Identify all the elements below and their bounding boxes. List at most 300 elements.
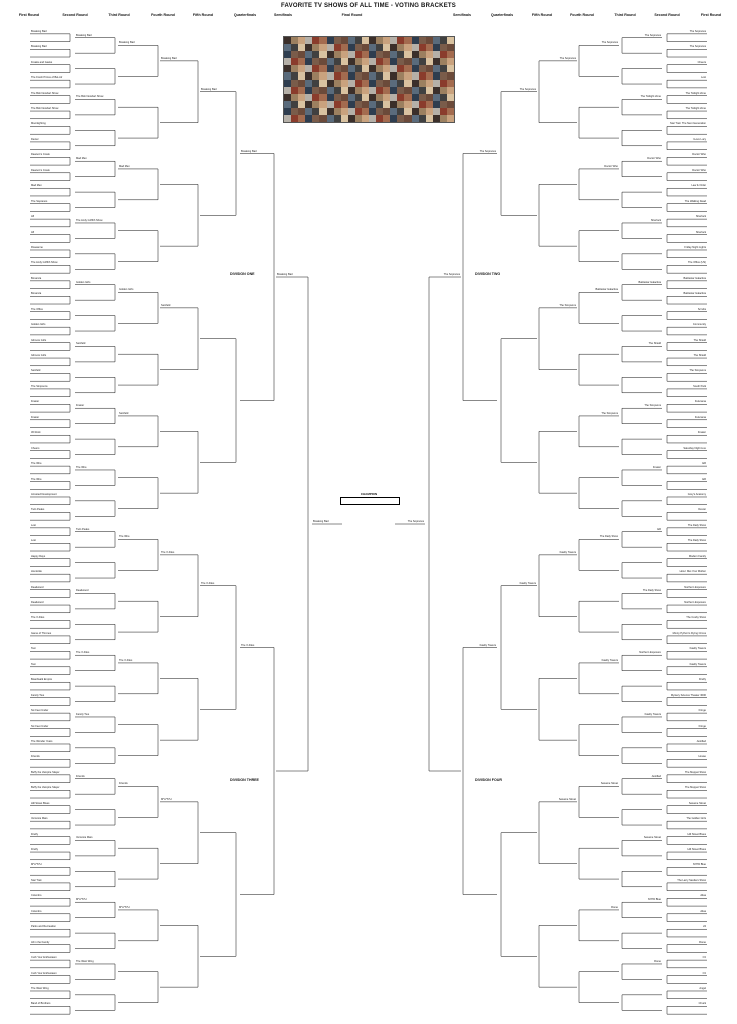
team-entry[interactable]: Dexter xyxy=(31,137,39,141)
team-entry[interactable]: I Love Lucy xyxy=(692,137,706,141)
collage-tile xyxy=(334,65,341,72)
collage-tile xyxy=(383,65,390,72)
collage-tile xyxy=(404,108,411,115)
collage-tile xyxy=(305,65,312,72)
team-entry[interactable]: Gilmore Girls xyxy=(31,354,47,358)
team-entry[interactable]: Deadwood xyxy=(31,601,44,605)
team-entry[interactable]: The Simpsons xyxy=(644,404,661,408)
collage-tile xyxy=(433,51,440,58)
team-entry[interactable]: The West Wing xyxy=(76,959,94,963)
collage-tile xyxy=(355,108,362,115)
team-entry[interactable]: The X-Files xyxy=(241,643,255,647)
team-entry[interactable]: Band of Brothers xyxy=(31,1002,51,1006)
collage-tile xyxy=(440,58,447,65)
team-entry[interactable]: The Sopranos xyxy=(559,56,576,60)
team-entry[interactable]: Modern Family xyxy=(688,554,706,558)
team-entry[interactable]: Gilmore Girls xyxy=(31,338,47,342)
collage-tile xyxy=(426,37,433,44)
collage-tile xyxy=(334,80,341,87)
collage-tile xyxy=(362,87,369,94)
collage-tile xyxy=(397,44,404,51)
team-entry[interactable]: The Muppet Show xyxy=(684,786,706,790)
team-entry[interactable]: The Twilight Zone xyxy=(685,91,706,95)
collage-tile xyxy=(440,80,447,87)
team-entry[interactable]: Monty Python's Flying Circus xyxy=(672,631,706,635)
team-entry[interactable]: The X-Files xyxy=(119,658,133,662)
team-entry[interactable]: The Bob Newhart Show xyxy=(76,95,104,99)
team-entry[interactable]: Lost xyxy=(701,76,706,80)
team-entry[interactable]: The Andy Griffith Show xyxy=(76,218,103,222)
team-entry[interactable]: Mad Men xyxy=(119,164,130,168)
team-entry[interactable]: Fringe xyxy=(698,709,706,713)
team-entry[interactable]: The Muppet Show xyxy=(684,770,706,774)
team-entry[interactable]: Mystery Science Theater 3000 xyxy=(670,693,706,697)
team-entry[interactable]: The Twilight Zone xyxy=(640,95,661,99)
team-entry[interactable]: Bonanza xyxy=(31,292,42,296)
collage-tile xyxy=(355,51,362,58)
collage-tile xyxy=(404,51,411,58)
team-entry[interactable]: The Daily Show xyxy=(642,589,661,593)
team-entry[interactable]: Breaking Bad xyxy=(31,45,47,49)
team-entry[interactable]: Star Trek: The Next Generation xyxy=(670,122,706,126)
team-entry[interactable]: The X-Files xyxy=(76,651,90,655)
team-entry[interactable]: Lost xyxy=(31,539,36,543)
collage-tile xyxy=(298,51,305,58)
team-entry[interactable]: Cheers xyxy=(697,60,706,64)
team-entry[interactable]: Roseanne xyxy=(31,245,43,249)
collage-tile xyxy=(291,37,298,44)
collage-tile xyxy=(355,58,362,65)
team-entry[interactable]: Breaking Bad xyxy=(277,273,293,276)
collage-tile xyxy=(376,87,383,94)
team-entry[interactable]: Dawson's Creek xyxy=(31,153,50,157)
team-entry[interactable]: Law & Order xyxy=(691,184,706,188)
team-entry[interactable]: The Sopranos xyxy=(644,33,661,37)
team-entry[interactable]: The Bob Newhart Show xyxy=(31,107,59,111)
team-entry[interactable]: All in the Family xyxy=(31,940,50,944)
team-entry[interactable]: Mad Men xyxy=(31,184,42,188)
team-entry[interactable]: Happy Days xyxy=(31,554,46,558)
collage-tile xyxy=(433,44,440,51)
team-entry[interactable]: Breaking Bad xyxy=(241,149,257,153)
team-entry[interactable]: Frasier xyxy=(652,465,661,469)
team-entry[interactable]: Seinfeld xyxy=(76,342,86,346)
team-entry[interactable]: The Office xyxy=(31,307,43,311)
collage-tile xyxy=(319,101,326,108)
team-entry[interactable]: The X-Files xyxy=(161,550,175,554)
team-entry[interactable]: NYPD Blue xyxy=(647,898,661,902)
team-entry[interactable]: The Wire xyxy=(119,535,130,539)
team-entry[interactable]: The Daily Show xyxy=(687,539,706,543)
team-entry[interactable]: NYPD Blue xyxy=(692,863,706,867)
collage-tile xyxy=(334,58,341,65)
team-entry[interactable]: Friday Night Lights xyxy=(684,245,706,249)
team-entry[interactable]: Breaking Bad xyxy=(31,29,47,33)
team-entry[interactable]: Taxi xyxy=(31,662,36,666)
team-entry[interactable]: Fawlty Towers xyxy=(601,658,618,662)
team-entry[interactable]: Columbo xyxy=(31,909,42,913)
collage-tile xyxy=(327,44,334,51)
collage-tile xyxy=(341,37,348,44)
collage-tile xyxy=(433,80,440,87)
team-entry[interactable]: Frasier xyxy=(697,431,706,435)
team-entry[interactable]: Doctor Who xyxy=(604,164,618,168)
team-entry[interactable]: Deadwood xyxy=(31,585,44,589)
team-entry[interactable]: The Wonder Years xyxy=(31,739,53,743)
team-entry[interactable]: Sherlock xyxy=(695,230,706,234)
collage-tile xyxy=(341,65,348,72)
collage-tile xyxy=(355,80,362,87)
collage-tile xyxy=(447,72,454,79)
team-entry[interactable]: Family Ties xyxy=(76,712,90,716)
team-entry[interactable]: Frasier xyxy=(31,415,40,419)
team-entry[interactable]: Doctor Who xyxy=(692,168,706,172)
collage-tile xyxy=(390,101,397,108)
collage-tile xyxy=(419,65,426,72)
collage-tile xyxy=(305,108,312,115)
team-entry[interactable]: Lost xyxy=(31,523,36,527)
team-entry[interactable]: The Wire xyxy=(76,465,87,469)
team-entry[interactable]: The Daily Show xyxy=(687,523,706,527)
collage-tile xyxy=(341,72,348,79)
team-entry[interactable]: Deadwood xyxy=(76,589,89,593)
team-entry[interactable]: ER xyxy=(657,527,661,531)
collage-tile xyxy=(390,65,397,72)
collage-tile xyxy=(362,51,369,58)
collage-tile xyxy=(376,108,383,115)
collage-tile xyxy=(447,87,454,94)
team-entry[interactable]: Sherlock xyxy=(650,218,661,222)
collage-tile xyxy=(298,101,305,108)
team-entry[interactable]: The Fresh Prince of Bel-Air xyxy=(31,76,63,80)
team-entry[interactable]: Friends xyxy=(119,782,128,786)
team-entry[interactable]: Firefly xyxy=(31,848,39,852)
team-entry[interactable]: Frasier xyxy=(76,404,85,408)
collage-tile xyxy=(298,87,305,94)
team-entry[interactable]: Seinfeld xyxy=(119,411,129,415)
team-entry[interactable]: ER xyxy=(702,477,706,481)
team-entry[interactable]: 30 Rock xyxy=(31,431,41,435)
collage-tile xyxy=(404,72,411,79)
team-entry[interactable]: Friends xyxy=(76,774,85,778)
team-entry[interactable]: The Shield xyxy=(693,354,706,358)
team-entry[interactable]: Community xyxy=(692,323,706,327)
team-entry[interactable]: Fawlty Towers xyxy=(689,662,706,666)
collage-tile xyxy=(305,87,312,94)
team-entry[interactable]: Futurama xyxy=(694,400,706,404)
team-entry[interactable]: 24 xyxy=(703,925,706,929)
collage-tile xyxy=(327,37,334,44)
collage-tile xyxy=(440,87,447,94)
collage-tile xyxy=(319,58,326,65)
team-entry[interactable]: Sesame Street xyxy=(643,836,661,840)
team-entry[interactable]: Northern Exposure xyxy=(684,585,706,589)
team-entry[interactable]: Twin Peaks xyxy=(31,508,45,512)
team-entry[interactable]: Family Ties xyxy=(31,693,45,697)
team-entry[interactable]: The Sopranos xyxy=(479,149,496,153)
team-entry[interactable]: How I Met Your Mother xyxy=(679,570,706,574)
team-entry[interactable]: Battlestar Galactica xyxy=(595,288,618,292)
team-entry[interactable]: Grey's Anatomy xyxy=(687,492,706,496)
team-entry[interactable]: The West Wing xyxy=(31,986,49,990)
team-entry[interactable]: Fawlty Towers xyxy=(689,647,706,651)
team-entry[interactable]: Golden Girls xyxy=(76,280,91,284)
team-entry[interactable]: The Golden Girls xyxy=(686,817,706,821)
team-entry[interactable]: Six Feet Under xyxy=(31,709,49,713)
collage-tile xyxy=(305,44,312,51)
round-header-left: Second Round xyxy=(62,13,88,17)
collage-tile xyxy=(355,44,362,51)
collage-tile xyxy=(355,37,362,44)
team-entry[interactable]: Futurama xyxy=(694,415,706,419)
team-entry[interactable]: Justified xyxy=(651,774,661,778)
team-entry[interactable]: Six Feet Under xyxy=(31,724,49,728)
final-entry[interactable]: Breaking Bad xyxy=(313,520,329,523)
team-entry[interactable]: The Sopranos xyxy=(443,273,460,276)
team-entry[interactable]: The Simpsons xyxy=(689,369,706,373)
team-entry[interactable]: Firefly xyxy=(698,678,706,682)
team-entry[interactable]: Rome xyxy=(611,905,618,909)
team-entry[interactable]: Alf xyxy=(31,230,35,234)
team-entry[interactable]: Sesame Street xyxy=(558,797,576,801)
collage-tile xyxy=(397,94,404,101)
team-entry[interactable]: Veronica Mars xyxy=(76,836,93,840)
team-entry[interactable]: Fringe xyxy=(698,724,706,728)
team-entry[interactable]: Golden Girls xyxy=(119,288,134,292)
collage-tile xyxy=(362,37,369,44)
team-entry[interactable]: Breaking Bad xyxy=(161,56,177,60)
collage-tile xyxy=(369,115,376,122)
collage-tile xyxy=(291,44,298,51)
collage-tile xyxy=(362,72,369,79)
team-entry[interactable]: The Daily Show xyxy=(599,535,618,539)
team-entry[interactable]: Battlestar Galactica xyxy=(683,292,706,296)
team-entry[interactable]: Boardwalk Empire xyxy=(31,678,53,682)
team-entry[interactable]: The Shield xyxy=(648,342,661,346)
team-entry[interactable]: Seinfeld xyxy=(161,303,171,307)
team-entry[interactable]: The Twilight Zone xyxy=(685,107,706,111)
collage-tile xyxy=(426,87,433,94)
team-entry[interactable]: Scrubs xyxy=(697,307,706,311)
team-entry[interactable]: Homicide xyxy=(31,570,42,574)
team-entry[interactable]: The X-Files xyxy=(31,616,45,620)
team-entry[interactable]: Frasier xyxy=(31,400,40,404)
show-collage-image xyxy=(283,36,455,123)
collage-tile xyxy=(390,87,397,94)
collage-tile xyxy=(312,37,319,44)
collage-tile xyxy=(341,44,348,51)
collage-tile xyxy=(412,115,419,122)
team-entry[interactable]: Twin Peaks xyxy=(76,527,90,531)
team-entry[interactable]: Fawlty Towers xyxy=(559,550,576,554)
team-entry[interactable]: Oz xyxy=(702,971,706,975)
team-entry[interactable]: The Sopranos xyxy=(601,41,618,45)
team-entry[interactable]: Golden Girls xyxy=(31,323,46,327)
team-entry[interactable]: Curb Your Enthusiasm xyxy=(31,971,57,975)
collage-tile xyxy=(369,87,376,94)
collage-tile xyxy=(341,108,348,115)
team-entry[interactable]: Sesame Street xyxy=(600,782,618,786)
team-entry[interactable]: The Sopranos xyxy=(689,45,706,49)
team-entry[interactable]: The Wire xyxy=(31,462,42,466)
team-entry[interactable]: Alias xyxy=(700,909,706,913)
team-entry[interactable]: Fawlty Towers xyxy=(479,643,496,647)
team-entry[interactable]: Firefly xyxy=(31,832,39,836)
team-entry[interactable]: Moonlighting xyxy=(31,122,46,126)
team-entry[interactable]: M*A*S*H xyxy=(31,863,42,867)
collage-tile xyxy=(383,94,390,101)
collage-tile xyxy=(369,80,376,87)
collage-tile xyxy=(298,65,305,72)
collage-tile xyxy=(419,108,426,115)
collage-tile xyxy=(291,87,298,94)
team-entry[interactable]: Mad Men xyxy=(76,157,87,161)
team-entry[interactable]: Rome xyxy=(699,940,706,944)
collage-tile xyxy=(327,108,334,115)
team-entry[interactable]: Breaking Bad xyxy=(76,33,92,37)
team-entry[interactable]: Sherlock xyxy=(695,215,706,219)
collage-tile xyxy=(327,115,334,122)
collage-tile xyxy=(426,94,433,101)
team-entry[interactable]: Friends xyxy=(31,755,40,759)
collage-tile xyxy=(284,101,291,108)
team-entry[interactable]: The Sopranos xyxy=(31,199,48,203)
collage-tile xyxy=(426,65,433,72)
team-entry[interactable]: The Simpsons xyxy=(601,411,618,415)
team-entry[interactable]: Doctor Who xyxy=(647,157,661,161)
collage-tile xyxy=(404,65,411,72)
team-entry[interactable]: Cheers xyxy=(31,446,40,450)
collage-tile xyxy=(412,65,419,72)
team-entry[interactable]: Star Trek xyxy=(31,878,42,882)
round-header-left: First Round xyxy=(18,13,40,17)
team-entry[interactable]: Veronica Mars xyxy=(31,817,48,821)
team-entry[interactable]: Justified xyxy=(696,739,706,743)
team-entry[interactable]: The Wire xyxy=(31,477,42,481)
collage-tile xyxy=(419,115,426,122)
team-entry[interactable]: The Andy Griffith Show xyxy=(31,261,58,265)
team-entry[interactable]: Seinfeld xyxy=(31,369,41,373)
team-entry[interactable]: Breaking Bad xyxy=(201,87,217,91)
team-entry[interactable]: Dexter xyxy=(698,508,706,512)
collage-tile xyxy=(312,80,319,87)
team-entry[interactable]: Hill Street Blues xyxy=(687,832,706,836)
team-entry[interactable]: Columbo xyxy=(31,894,42,898)
team-entry[interactable]: Parks and Recreation xyxy=(31,925,56,929)
team-entry[interactable]: Buffy the Vampire Slayer xyxy=(31,770,60,774)
team-entry[interactable]: Hill Street Blues xyxy=(687,848,706,852)
team-entry[interactable]: Northern Exposure xyxy=(684,601,706,605)
collage-tile xyxy=(390,51,397,58)
team-entry[interactable]: South Park xyxy=(693,384,706,388)
collage-tile xyxy=(284,37,291,44)
team-entry[interactable]: Chuck xyxy=(698,1002,706,1006)
collage-tile xyxy=(376,115,383,122)
team-entry[interactable]: Bonanza xyxy=(31,276,42,280)
collage-tile xyxy=(383,72,390,79)
collage-tile xyxy=(319,37,326,44)
collage-tile xyxy=(383,87,390,94)
round-header-right: Second Round xyxy=(654,13,680,17)
team-entry[interactable]: Angel xyxy=(699,986,706,990)
collage-tile xyxy=(362,108,369,115)
team-entry[interactable]: Alias xyxy=(700,894,706,898)
team-entry[interactable]: Freaks and Geeks xyxy=(31,60,53,64)
team-entry[interactable]: The Shield xyxy=(693,338,706,342)
collage-tile xyxy=(376,94,383,101)
team-entry[interactable]: The Cosby Show xyxy=(686,616,706,620)
team-entry[interactable]: The Bob Newhart Show xyxy=(31,91,59,95)
collage-tile xyxy=(319,94,326,101)
team-entry[interactable]: Oz xyxy=(702,956,706,960)
team-entry[interactable]: Buffy the Vampire Slayer xyxy=(31,786,60,790)
division-label: DIVISION FOUR xyxy=(475,778,502,782)
team-entry[interactable]: The Sopranos xyxy=(689,29,706,33)
collage-tile xyxy=(419,44,426,51)
team-entry[interactable]: Saturday Night Live xyxy=(683,446,706,450)
collage-tile xyxy=(433,94,440,101)
team-entry[interactable]: M*A*S*H xyxy=(161,797,172,801)
team-entry[interactable]: Battlestar Galactica xyxy=(683,276,706,280)
team-entry[interactable]: The Simpsons xyxy=(559,303,576,307)
team-entry[interactable]: The Office (US) xyxy=(688,261,706,265)
team-entry[interactable]: Alf xyxy=(31,215,35,219)
team-entry[interactable]: Curb Your Enthusiasm xyxy=(31,956,57,960)
team-entry[interactable]: Battlestar Galactica xyxy=(638,280,661,284)
collage-tile xyxy=(319,44,326,51)
team-entry[interactable]: The Simpsons xyxy=(31,384,48,388)
collage-tile xyxy=(376,65,383,72)
team-entry[interactable]: Doctor Who xyxy=(692,153,706,157)
team-entry[interactable]: M*A*S*H xyxy=(76,898,87,902)
collage-tile xyxy=(447,37,454,44)
team-entry[interactable]: Rome xyxy=(654,959,661,963)
collage-tile xyxy=(312,108,319,115)
team-entry[interactable]: Arrested Development xyxy=(31,492,57,496)
collage-tile xyxy=(433,87,440,94)
collage-tile xyxy=(319,80,326,87)
team-entry[interactable]: The Larry Sanders Show xyxy=(677,878,706,882)
champion-slot[interactable] xyxy=(340,497,400,505)
team-entry[interactable]: Game of Thrones xyxy=(31,631,52,635)
team-entry[interactable]: The Walking Dead xyxy=(684,199,706,203)
team-entry[interactable]: House xyxy=(698,755,706,759)
collage-tile xyxy=(419,101,426,108)
team-entry[interactable]: Fawlty Towers xyxy=(644,712,661,716)
collage-tile xyxy=(327,51,334,58)
team-entry[interactable]: The X-Files xyxy=(201,581,215,585)
team-entry[interactable]: ER xyxy=(702,462,706,466)
collage-tile xyxy=(426,44,433,51)
collage-tile xyxy=(334,94,341,101)
team-entry[interactable]: The Sopranos xyxy=(519,87,536,91)
collage-tile xyxy=(312,65,319,72)
collage-tile xyxy=(362,58,369,65)
collage-tile xyxy=(334,37,341,44)
final-entry[interactable]: The Sopranos xyxy=(407,520,424,523)
collage-tile xyxy=(447,80,454,87)
round-header-right: Quarterfinals xyxy=(490,13,514,17)
team-entry[interactable]: M*A*S*H xyxy=(119,905,130,909)
team-entry[interactable]: Hill Street Blues xyxy=(31,801,50,805)
team-entry[interactable]: Dawson's Creek xyxy=(31,168,50,172)
team-entry[interactable]: Breaking Bad xyxy=(119,41,135,45)
team-entry[interactable]: Northern Exposure xyxy=(639,651,661,655)
team-entry[interactable]: Taxi xyxy=(31,647,36,651)
collage-tile xyxy=(291,108,298,115)
team-entry[interactable]: Fawlty Towers xyxy=(519,581,536,585)
team-entry[interactable]: Sesame Street xyxy=(688,801,706,805)
